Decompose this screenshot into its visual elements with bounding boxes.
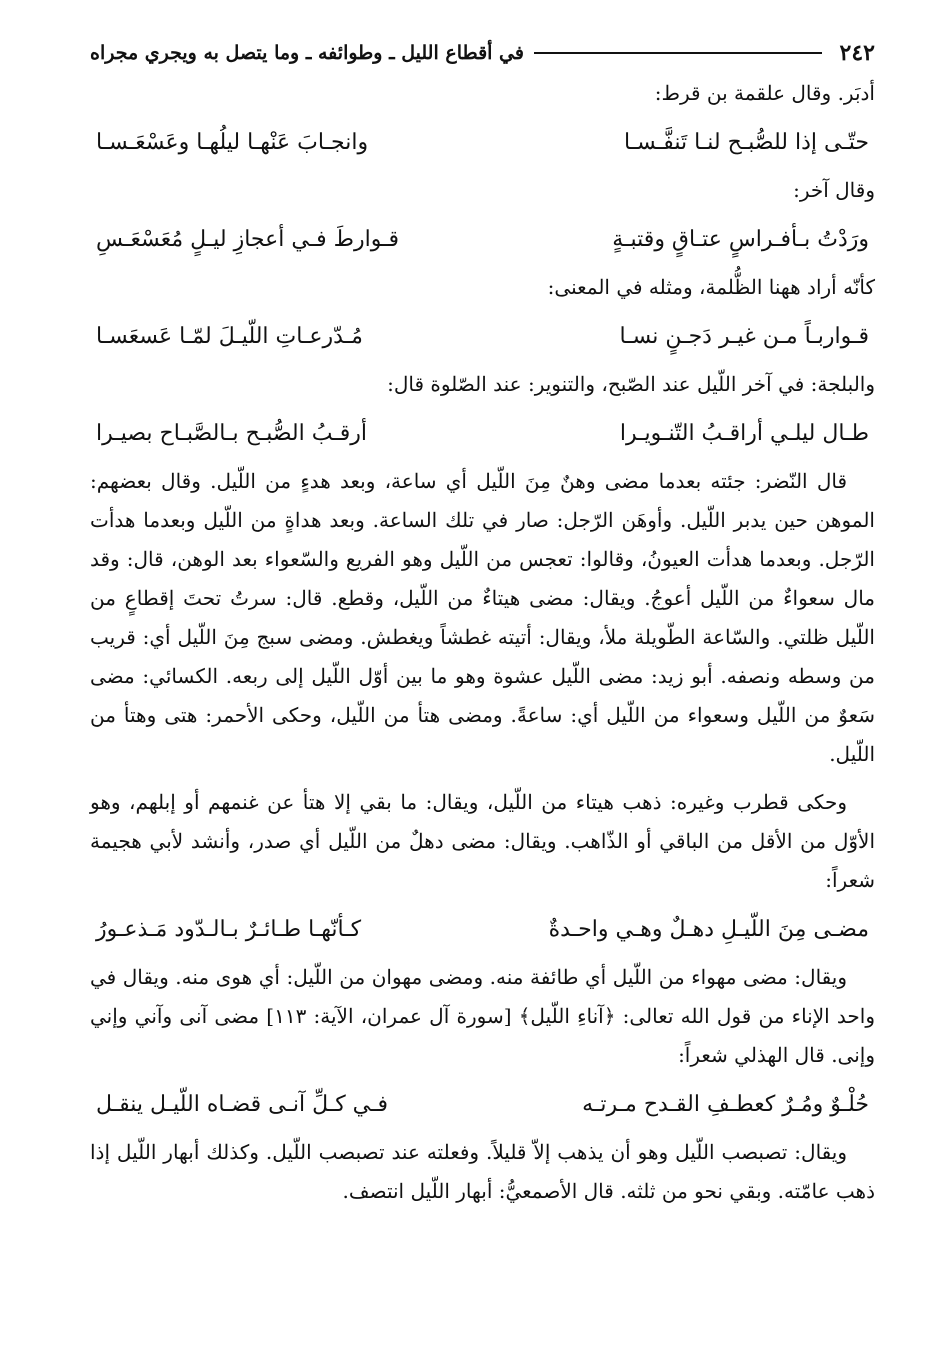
verse-first-hemistich: حتّـى إذا للصُّبـح لنـا تَنفَّـسـا (624, 130, 869, 155)
page-header (90, 38, 875, 68)
prose-paragraph: قال النّضر: جئته بعدما مضى وهنٌ مِنَ اللّيل أي ساعة، وبعد هدءٍ من اللّيل. وقال بعضهم: الموهن حين يدبر اللّيل. وأوهَن الرّجل: صار في تلك الساعة. وبعد هداةٍ من اللّيل وبعدما هدأت الرّجل. وبعدما هدأت العيونُ، وقالوا: تعجس من اللّيل وهو الفريع والسّعواء بعد الوهن، قال: وقد مال سعواءٌ من اللّيل أعوجُ. ويقال: مضى هيتاءٌ من اللّيل، وقطع. قال: سرتُ تحتَ إقطاعٍ من اللّيل ظلتي. والسّاعة الطّويلة ملأ، ويقال: أتيته غطشاً ويغطش. ومضى سبج مِنَ اللّيل أي: قريب من وسطه ونصفه. أبو زيد: مضى اللّيل عشوة وهو ما بين أوّل اللّيل إلى ربعه. الكسائي: مضى سَعوٌ من اللّيل وسعواء من اللّيل أي: ساعةً. ومضى هتأ من اللّيل، وحكى الأحمر: هتى وهتأ من اللّيل. (90, 469, 875, 766)
verse-line (96, 123, 869, 163)
running-title: في أقطاع الليل ـ وطوائفه ـ وما يتصل به ويجري مجراه (90, 42, 524, 64)
verse-first-hemistich: مضـى مِنَ اللّيـلِ دهـلٌ وهـي واحـدةٌ (548, 917, 869, 942)
prose-paragraph: أدبَر. وقال علقمة بن قرط: (654, 81, 875, 105)
verse-line (96, 220, 869, 260)
verse-second-hemistich: فـي كـلِّ آنـى قضـاه اللّيـل ينقـل (96, 1092, 388, 1117)
verse-line (96, 1085, 869, 1125)
verse-first-hemistich: طـال ليلـي أراقـبُ التّنـويـرا (619, 421, 869, 446)
verse-second-hemistich: كـأنّهـا طـائـرٌ بـالـدّود مَـذعـورُ (96, 917, 362, 942)
prose-paragraph: ويقال: مضى مهواء من اللّيل أي طائفة منه. ومضى مهوان من اللّيل: أي هوى منه. ويقال في واحد الإناء من قول الله تعالى: ﴿آناءِ اللّيل﴾ [سورة آل عمران، الآية: ١١٣] مضى آنى وآني وإني وإنى. قال الهذلي شعراً: (90, 965, 875, 1067)
verse-first-hemistich: ورَدْتُ بـأفـراسٍ عتـاقٍ وقتبـةٍ (612, 227, 869, 252)
verse-second-hemistich: وانجـابَ عَنْهـا ليلُهـا وعَسْعَـسـا (96, 130, 369, 155)
page-number: ٢٤٢ (839, 40, 875, 66)
verse-second-hemistich: أرقـبُ الصُّبـح بـالصَّبـاح بصيـرا (96, 421, 368, 446)
verse-first-hemistich: حُلْـوٌ ومُـرٌ كعطـفِ القـدح مـرتـه (582, 1092, 869, 1117)
verse-line (96, 317, 869, 357)
prose-paragraph: والبلجة: في آخر اللّيل عند الصّبح، والتنوير: عند الصّلوة قال: (387, 372, 875, 396)
verse-first-hemistich: قـواربـاً مـن غيـر دَجـنٍ نسـا (619, 324, 869, 349)
verse-second-hemistich: قـوارطَ فـي أعجازِ ليـلٍ مُعَسْعَـسِ (96, 227, 400, 252)
prose-paragraph: ويقال: تصبصب اللّيل وهو أن يذهب إلاّ قليلاً. وفعلته عند تصبصب اللّيل. وكذلك أبهار اللّيل إذا ذهب عامّته. وبقي نحو من ثلثه. قال الأصمعيُّ: أبهار اللّيل انتصف. (90, 1140, 875, 1203)
header-rule (534, 52, 822, 54)
page-body (90, 74, 875, 1211)
verse-second-hemistich: مُـدّرعـاتِ اللّيـلَ لمّـا عَسعَسـا (96, 324, 363, 349)
prose-paragraph: وحكى قطرب وغيره: ذهب هيتاء من اللّيل، ويقال: ما بقي إلا هتأ عن غنمهم أو إبلهم، وهو الأوّل من الأقل من الباقي أو الذّاهب. ويقال: مضى دهلٌ من اللّيل أي صدر، وأنشد لأبي هجيمة شعراً: (90, 790, 875, 892)
prose-paragraph: كأنّه أراد ههنا الظُّلمة، ومثله في المعنى: (547, 275, 875, 299)
prose-paragraph: وقال آخر: (793, 178, 875, 202)
verse-line (96, 910, 869, 950)
verse-line (96, 414, 869, 454)
